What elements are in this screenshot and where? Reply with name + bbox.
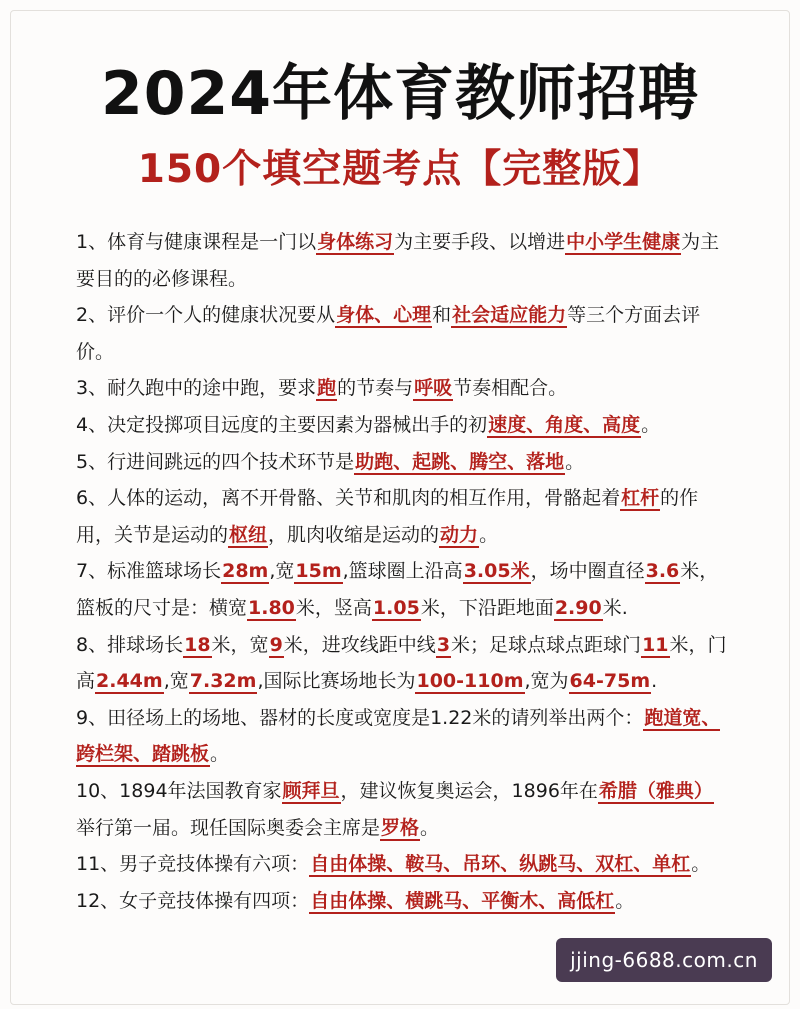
list-item bbox=[76, 883, 728, 920]
answer-blank: 3.05米 bbox=[463, 560, 530, 583]
answer-blank: 3 bbox=[436, 633, 451, 656]
answer-blank: 身体练习 bbox=[317, 231, 394, 253]
item-text: 6、人体的运动，离不开骨骼、关节和肌肉的相互作用，骨骼起着 bbox=[76, 487, 621, 510]
item-text: ,篮球圈上沿高 bbox=[342, 560, 463, 583]
item-text: 2、评价一个人的健康状况要从 bbox=[76, 304, 336, 327]
watermark-badge: jjing-6688.com.cn bbox=[556, 938, 772, 982]
answer-blank: 顾拜旦 bbox=[282, 779, 340, 802]
item-text: 米；足球点球点距球门 bbox=[451, 633, 642, 656]
answer-blank: 64-75m bbox=[569, 670, 651, 693]
answer-blank: 身体、心理 bbox=[336, 304, 432, 327]
list-item bbox=[76, 370, 728, 407]
item-text: 米，竖高 bbox=[295, 596, 372, 619]
list-item bbox=[76, 297, 728, 370]
list-item bbox=[76, 553, 728, 626]
list-item bbox=[76, 444, 728, 481]
item-text: . bbox=[651, 670, 658, 693]
item-text: ，场中圈直径 bbox=[530, 560, 645, 583]
item-text: 等三个方面去评价。 bbox=[76, 304, 701, 363]
answer-blank: 18 bbox=[184, 633, 211, 656]
item-text: 1、体育与健康课程是一门以 bbox=[76, 231, 317, 253]
item-text: 米，宽 bbox=[211, 633, 269, 656]
item-text: 5、行进间跳远的四个技术环节是 bbox=[76, 450, 355, 473]
item-text: 米，门高 bbox=[76, 633, 727, 693]
item-text: 9、田径场上的场地、器材的长度或宽度是1.22米的请列举出两个： bbox=[76, 706, 644, 729]
answer-blank: 2.44m bbox=[96, 670, 163, 693]
item-text: 节奏相配合。 bbox=[453, 377, 568, 400]
answer-blank: 15m bbox=[295, 560, 342, 583]
item-text: ，肌肉收缩是运动的 bbox=[268, 523, 440, 546]
page-subtitle: 150个填空题考点【完整版】 bbox=[137, 147, 663, 192]
item-text: 7、标准篮球场长 bbox=[76, 560, 222, 583]
item-text: 为主要手段、以增进 bbox=[394, 231, 566, 253]
item-text: 10、1894年法国教育家 bbox=[76, 779, 282, 802]
answer-blank: 3.6 bbox=[645, 560, 680, 583]
item-text: 米，篮板的尺寸是：横宽 bbox=[76, 560, 719, 619]
answer-blank: 7.32m bbox=[189, 670, 257, 693]
answer-blank: 100-110m bbox=[416, 670, 524, 693]
list-item bbox=[76, 627, 728, 700]
item-text: 举行第一届。现任国际奥委会主席是 bbox=[76, 816, 381, 839]
item-text: 米，进攻线距中线 bbox=[283, 633, 436, 656]
answer-blank: 呼吸 bbox=[414, 377, 453, 400]
list-item bbox=[76, 480, 728, 553]
item-text: 12、女子竞技体操有四项： bbox=[76, 889, 310, 912]
item-text: 3、耐久跑中的途中跑，要求 bbox=[76, 377, 317, 400]
item-text: 为主要目的的必修课程。 bbox=[76, 231, 720, 290]
item-text: 。 bbox=[641, 413, 661, 436]
list-item bbox=[76, 773, 728, 846]
answer-blank: 枢纽 bbox=[229, 523, 268, 546]
answer-blank: 杠杆 bbox=[621, 487, 660, 510]
item-text: 11、男子竞技体操有六项： bbox=[76, 853, 310, 876]
item-text: 。 bbox=[565, 450, 585, 473]
list-item bbox=[76, 700, 728, 773]
page-title: 2024年体育教师招聘 bbox=[101, 59, 699, 129]
answer-blank: 希腊（雅典） bbox=[598, 779, 713, 802]
answer-blank: 跑道宽、跨栏架、踏跳板 bbox=[76, 706, 721, 766]
item-text: 8、排球场长 bbox=[76, 633, 184, 656]
item-text: 。 bbox=[420, 816, 440, 839]
answer-blank: 1.80 bbox=[248, 596, 295, 619]
item-text: 米. bbox=[602, 596, 628, 619]
item-text: 。 bbox=[615, 889, 635, 912]
item-text: 的节奏与 bbox=[337, 377, 414, 400]
answer-blank: 动力 bbox=[440, 523, 479, 546]
item-text: ,国际比赛场地长为 bbox=[257, 670, 416, 693]
item-text: 。 bbox=[691, 853, 711, 876]
answer-blank: 速度、角度、高度 bbox=[488, 413, 641, 436]
answer-blank: 1.05 bbox=[372, 596, 420, 619]
item-text: 的作用，关节是运动的 bbox=[76, 487, 699, 546]
question-list bbox=[76, 224, 728, 919]
list-item bbox=[76, 846, 728, 883]
answer-blank: 28m bbox=[222, 560, 269, 583]
item-text: 。 bbox=[479, 523, 499, 546]
item-text: 米，下沿距地面 bbox=[420, 596, 554, 619]
list-item bbox=[76, 224, 728, 297]
item-text: ,宽 bbox=[269, 560, 295, 583]
item-text: ,宽为 bbox=[524, 670, 569, 693]
list-item bbox=[76, 407, 728, 444]
item-text: 和 bbox=[432, 304, 452, 327]
answer-blank: 9 bbox=[269, 633, 283, 656]
answer-blank: 自由体操、鞍马、吊环、纵跳马、双杠、单杠 bbox=[310, 853, 691, 876]
answer-blank: 2.90 bbox=[554, 596, 602, 619]
answer-blank: 社会适应能力 bbox=[452, 304, 567, 327]
item-text: ,宽 bbox=[163, 670, 189, 693]
item-text: 。 bbox=[210, 743, 230, 766]
answer-blank: 跑 bbox=[317, 377, 337, 400]
answer-blank: 自由体操、横跳马、平衡木、高低杠 bbox=[310, 889, 615, 912]
item-text: ，建议恢复奥运会，1896年在 bbox=[340, 779, 598, 802]
answer-blank: 中小学生健康 bbox=[566, 231, 681, 253]
answer-blank: 11 bbox=[642, 633, 669, 656]
answer-blank: 罗格 bbox=[381, 816, 420, 839]
item-text: 4、决定投掷项目远度的主要因素为器械出手的初 bbox=[76, 413, 488, 436]
answer-blank: 助跑、起跳、腾空、落地 bbox=[355, 450, 565, 473]
